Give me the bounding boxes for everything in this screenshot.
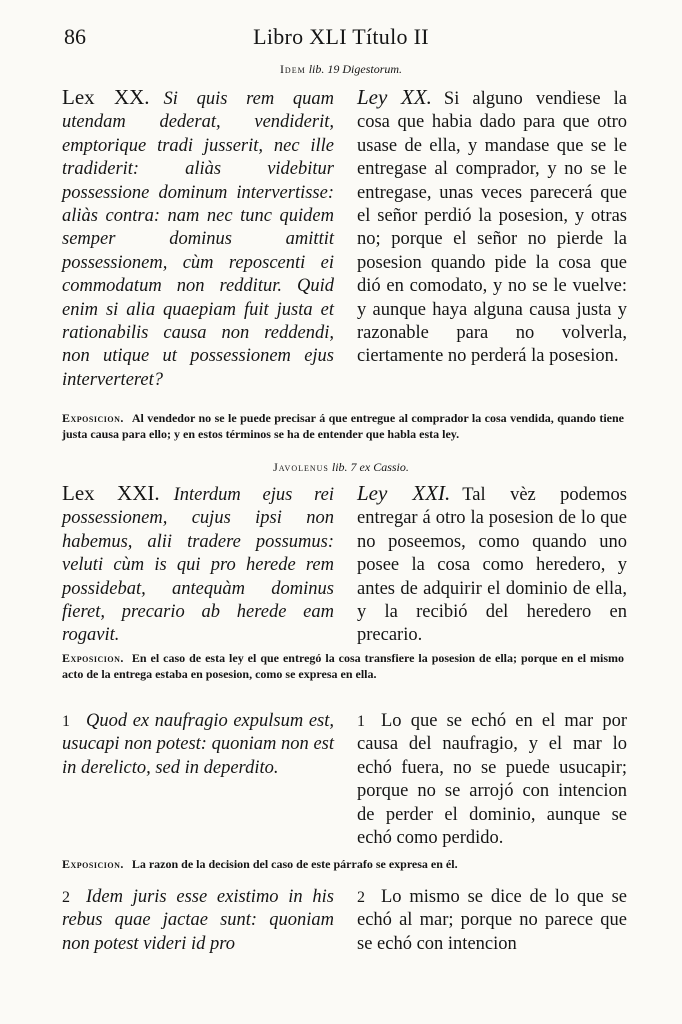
exposicion-label: Exposicion. xyxy=(62,651,124,665)
paragraph-2-latin xyxy=(62,886,334,956)
lex-20-heading: Lex XX. xyxy=(62,85,150,109)
lex-20-section xyxy=(62,86,627,406)
lex-20-spanish xyxy=(357,86,627,369)
paragraph-number: 1 xyxy=(357,713,365,730)
paragraph-1-section xyxy=(62,710,627,850)
paragraph-1-spanish-text: Lo que se echó en el mar por causa del naufragio, y el mar lo echó fuera, no se puede usucapir; porque no se arrojó con intencion de perder el dominio, aunque se echó como perdido. xyxy=(357,711,627,849)
source-citation xyxy=(0,62,682,77)
lex-21-spanish xyxy=(357,482,627,648)
lex-20-latin-text: Si quis rem quam utendam dederat, vendiderit, emptorique tradi jusserit, nec ille tradiderit: aliàs videbitur possessione dominum intervertisse: aliàs contra: nam nec tunc quidem semper dominus amittit possessionem, cùm reposcenti ei commodatum non redditur. Quid enim si alia quaepiam fuit justa et rationabilis causa non reddendi, non utique ut possessionem ejus interverteret? xyxy=(62,89,334,390)
source-ref: lib. 19 Digestorum. xyxy=(308,62,403,76)
page-header xyxy=(56,22,626,56)
paragraph-number: 2 xyxy=(357,889,365,906)
lex-21-latin-text: Interdum ejus rei possessionem, cujus ipsi non habemus, alii tradere possumus: veluti cùm is qui pro herede rem possidebat, antequàm dominus fieret, precario ab herede eam rogavit. xyxy=(62,485,334,646)
paragraph-number: 1 xyxy=(62,713,70,730)
paragraph-number: 2 xyxy=(62,889,70,906)
source-author: Javolenus xyxy=(273,460,329,474)
lex-21-latin xyxy=(62,482,334,648)
paragraph-1-spanish xyxy=(357,710,627,850)
page-number: 86 xyxy=(64,24,86,49)
source-ref: lib. 7 ex Cassio. xyxy=(331,460,409,474)
exposicion-text: La razon de la decision del caso de este párrafo se expresa en él. xyxy=(131,857,458,871)
lex-20-latin xyxy=(62,86,334,392)
ley-21-spanish-text: Tal vèz podemos entregar á otro la posesion de lo que no poseemos, como quando uno posee la cosa como heredero, y antes de adquirir el dominio de ella, y la recibió del heredero en precario. xyxy=(357,485,627,646)
source-author: Idem xyxy=(279,62,306,76)
paragraph-2-section xyxy=(62,886,627,962)
exposicion-label: Exposicion. xyxy=(62,411,124,425)
exposicion-label: Exposicion. xyxy=(62,857,124,871)
ley-20-spanish-text: Si alguno vendiese la cosa que habia dado para que otro usase de ella, y mandase que se le entregase al comprador, y no se le entregase, unas veces parecerá que el señor perdió la posesion, y otras no; porque el señor no pierde la posesion quando pide la cosa que dió en comodato, y no se le vuelve: y aunque haya alguna causa justa y razonable para no volverla, ciertamente no perderá la posesion. xyxy=(357,89,627,367)
paragraph-1-latin xyxy=(62,710,334,780)
exposicion-21 xyxy=(62,650,624,682)
ley-21-heading: Ley XXI. xyxy=(357,481,451,505)
lex-21-section xyxy=(62,482,627,650)
paragraph-2-spanish xyxy=(357,886,627,956)
exposicion-20 xyxy=(62,410,624,442)
paragraph-2-spanish-text: Lo mismo se dice de lo que se echó al mar; porque no parece que se echó con intencion xyxy=(357,887,627,954)
ley-20-heading: Ley XX. xyxy=(357,85,432,109)
exposicion-par-1 xyxy=(62,856,624,872)
source-citation xyxy=(0,460,682,475)
exposicion-text: Al vendedor no se le puede precisar á que entregue al comprador la cosa vendida, quando tiene justa causa para ello; y en estos términos se ha de entender que habla esta ley. xyxy=(62,411,624,441)
exposicion-text: En el caso de esta ley el que entregó la cosa transfiere la posesion de ella; porque en el mismo acto de la entrega estaba en posesion, como se expresa en ella. xyxy=(62,651,624,681)
lex-21-heading: Lex XXI. xyxy=(62,481,160,505)
running-title: Libro XLI Título II xyxy=(253,24,429,49)
paragraph-2-latin-text: Idem juris esse existimo in his rebus quae jactae sunt: quoniam non potest videri id pro xyxy=(62,887,334,954)
paragraph-1-latin-text: Quod ex naufragio expulsum est, usucapi non potest: quoniam non est in derelicto, sed in deperdito. xyxy=(62,711,334,778)
